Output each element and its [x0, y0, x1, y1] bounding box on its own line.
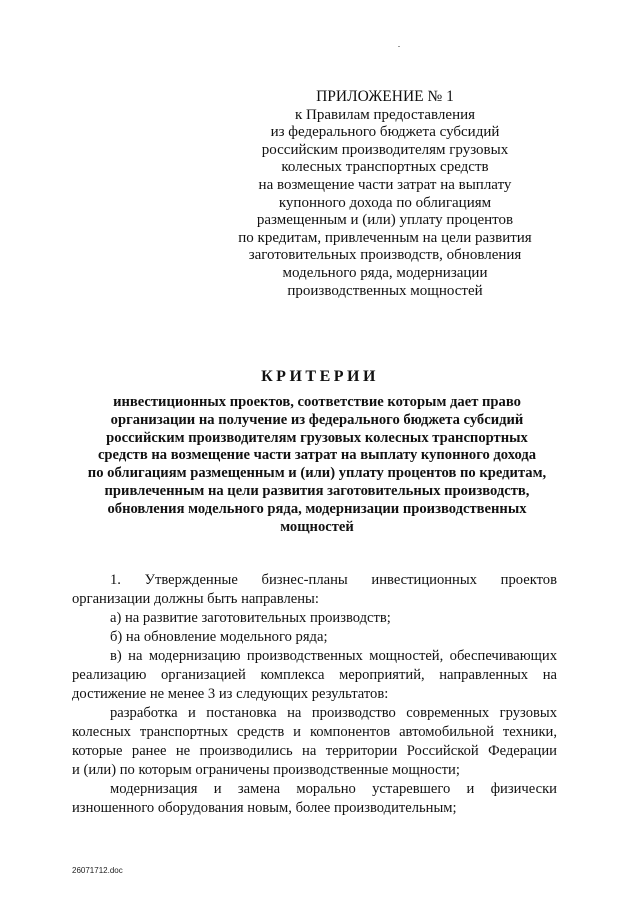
- subtitle-line: средств на возмещение части затрат на выплату купонного дохода: [97, 447, 537, 464]
- result-2: [72, 780, 557, 818]
- appendix-line: из федерального бюджета субсидий: [270, 124, 500, 141]
- appendix-line: размещенным и (или) уплату процентов: [256, 212, 514, 229]
- paragraph-line: колесных транспортных средств и компонентов автомобильной техники,: [72, 724, 557, 740]
- paragraph-line: изношенного оборудования новым, более производительным;: [72, 800, 457, 816]
- paragraph-line: 1. Утвержденные бизнес-планы инвестиционных проектов: [110, 572, 557, 588]
- paragraph-line: разработка и постановка на производство современных грузовых: [110, 705, 557, 721]
- list-item-text: б) на обновление модельного ряда;: [110, 629, 328, 645]
- paragraph-line: и (или) по которым ограничены производственные мощности;: [72, 762, 460, 778]
- paragraph-line: модернизация и замена морально устаревшего и физически: [110, 781, 557, 797]
- document-body: [72, 571, 557, 818]
- appendix-line: модельного ряда, модернизации: [282, 264, 488, 281]
- appendix-title: ПРИЛОЖЕНИЕ № 1: [316, 88, 454, 105]
- subtitle-line: мощностей: [280, 518, 354, 535]
- list-item-text: а) на развитие заготовительных производств;: [110, 610, 391, 626]
- subtitle-line: инвестиционных проектов, соответствие которым дает право: [113, 394, 521, 410]
- criteria-subtitle: [70, 394, 564, 536]
- appendix-block: [220, 88, 550, 300]
- subtitle-line: привлеченным на цели развития заготовительных производств,: [104, 482, 530, 499]
- paragraph-line: организации должны быть направлены:: [72, 591, 319, 607]
- appendix-line: российским производителям грузовых: [261, 141, 509, 158]
- list-item-b: [72, 628, 557, 647]
- paragraph-1: [72, 571, 557, 609]
- paragraph-line: достижение не менее 3 из следующих результатов:: [72, 686, 389, 702]
- paragraph-line: реализацию организацией комплекса мероприятий, направленных на: [72, 667, 557, 683]
- appendix-line: на возмещение части затрат на выплату: [258, 176, 512, 193]
- appendix-line: производственных мощностей: [287, 282, 483, 299]
- subtitle-line: организации на получение из федерального бюджета субсидий: [110, 411, 524, 428]
- list-item-a: [72, 609, 557, 628]
- appendix-line: колесных транспортных средств: [281, 159, 489, 176]
- document-id: 26071712.doc: [72, 866, 123, 875]
- result-1: [72, 704, 557, 780]
- scan-speck: [398, 46, 400, 47]
- list-item-c: [72, 647, 557, 704]
- appendix-line: по кредитам, привлеченным на цели развития: [238, 229, 532, 246]
- appendix-line: купонного дохода по облигациям: [278, 194, 492, 211]
- paragraph-line: в) на модернизацию производственных мощностей, обеспечивающих: [110, 648, 557, 664]
- appendix-line: заготовительных производств, обновления: [248, 247, 522, 264]
- appendix-line: к Правилам предоставления: [294, 106, 476, 123]
- subtitle-line: российским производителям грузовых колесных транспортных: [106, 429, 528, 446]
- paragraph-line: которые ранее не производились на территории Российской Федерации: [72, 743, 557, 759]
- subtitle-line: по облигациям размещенным и (или) уплату процентов по кредитам,: [87, 465, 547, 482]
- subtitle-line: обновления модельного ряда, модернизации производственных: [107, 500, 527, 517]
- criteria-title: КРИТЕРИИ: [261, 368, 379, 385]
